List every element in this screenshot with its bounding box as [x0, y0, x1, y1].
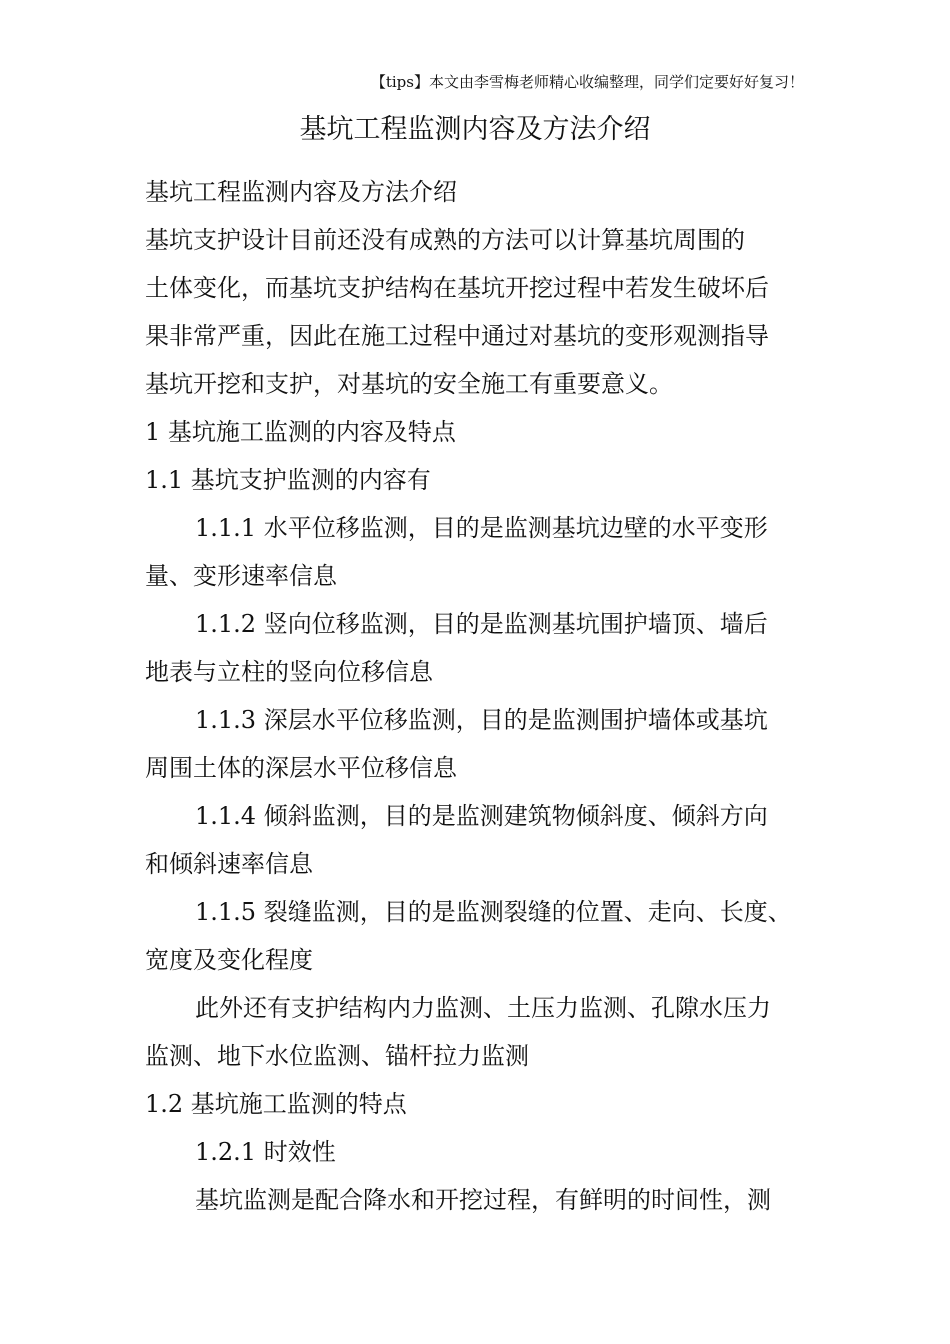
paragraph-line: 土体变化，而基坑支护结构在基坑开挖过程中若发生破坏后	[145, 274, 769, 302]
page-title: 基坑工程监测内容及方法介绍	[299, 114, 651, 145]
list-item: 1.1.5 裂缝监测，目的是监测裂缝的位置、走向、长度、	[195, 898, 792, 926]
list-item: 1.1.3 深层水平位移监测，目的是监测围护墙体或基坑	[195, 706, 768, 734]
document-body	[145, 168, 807, 1224]
paragraph-line: 基坑支护设计目前还没有成熟的方法可以计算基坑周围的	[145, 226, 745, 254]
tips-header: 【tips】本文由李雪梅老师精心收编整理，同学们定要好好复习！	[370, 73, 804, 91]
paragraph-line: 此外还有支护结构内力监测、土压力监测、孔隙水压力	[195, 994, 771, 1022]
paragraph-line: 基坑开挖和支护，对基坑的安全施工有重要意义。	[145, 370, 673, 398]
paragraph-line: 果非常严重，因此在施工过程中通过对基坑的变形观测指导	[145, 322, 769, 350]
list-item-continuation: 地表与立柱的竖向位移信息	[145, 658, 433, 686]
subsection-heading: 1.1 基坑支护监测的内容有	[145, 466, 431, 494]
list-item: 1.1.2 竖向位移监测，目的是监测基坑围护墙顶、墙后	[195, 610, 768, 638]
paragraph-line: 监测、地下水位监测、锚杆拉力监测	[145, 1042, 529, 1070]
list-item-continuation: 量、变形速率信息	[145, 562, 337, 590]
list-item: 1.1.4 倾斜监测，目的是监测建筑物倾斜度、倾斜方向	[195, 802, 768, 830]
list-item-continuation: 宽度及变化程度	[145, 946, 313, 974]
paragraph-line: 基坑监测是配合降水和开挖过程，有鲜明的时间性，测	[195, 1186, 771, 1214]
subsection-heading: 1.2 基坑施工监测的特点	[145, 1090, 407, 1118]
subtitle-line: 基坑工程监测内容及方法介绍	[145, 178, 457, 206]
list-item: 1.1.1 水平位移监测，目的是监测基坑边壁的水平变形	[195, 514, 768, 542]
section-heading: 1 基坑施工监测的内容及特点	[145, 418, 456, 446]
list-item-continuation: 周围土体的深层水平位移信息	[145, 754, 457, 782]
sub-subsection-heading: 1.2.1 时效性	[195, 1138, 336, 1166]
list-item-continuation: 和倾斜速率信息	[145, 850, 313, 878]
